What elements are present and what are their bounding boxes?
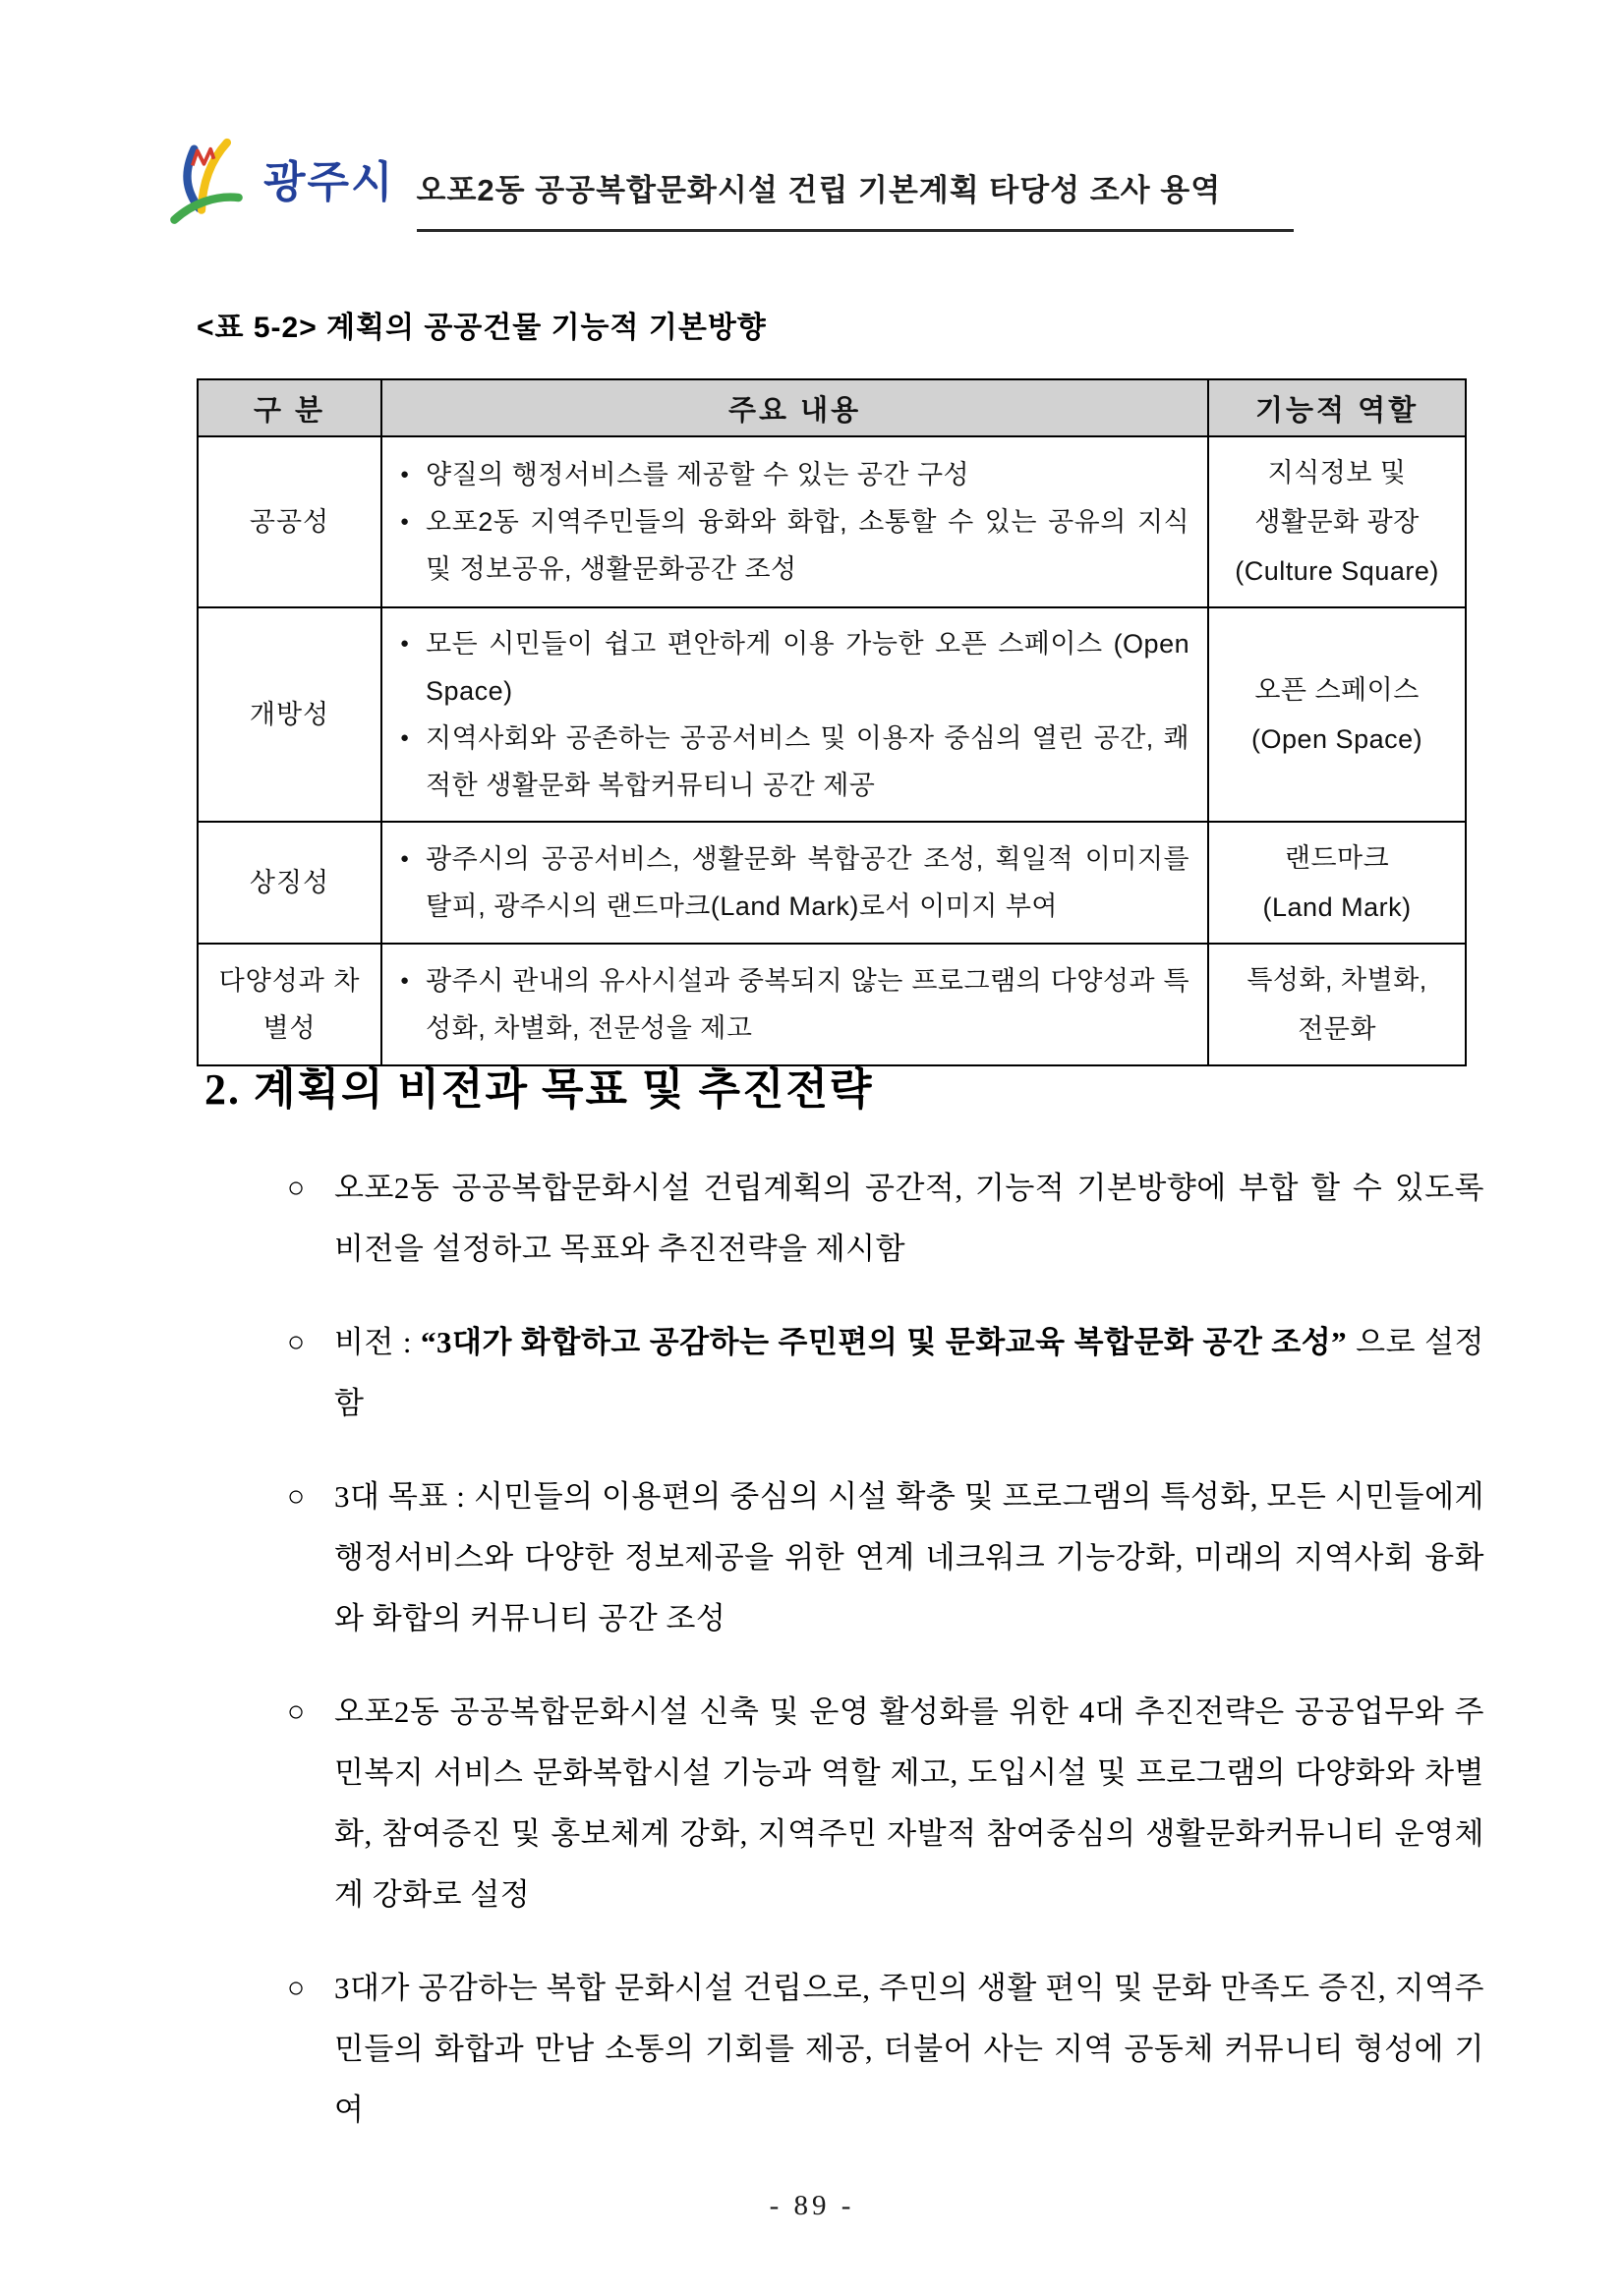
table-row bbox=[198, 822, 1466, 944]
role-line: 랜드마크 bbox=[1284, 843, 1390, 873]
table-bullet bbox=[396, 957, 1189, 1052]
column-header-category: 구 분 bbox=[198, 379, 381, 436]
section-bullet bbox=[287, 1958, 1484, 2141]
role-line: (Open Space) bbox=[1251, 724, 1423, 754]
content-cell bbox=[381, 944, 1208, 1065]
column-header-functional-role: 기능적 역할 bbox=[1208, 379, 1466, 436]
role-line: (Culture Square) bbox=[1235, 556, 1439, 586]
bullet-text: 지역사회와 공존하는 공공서비스 및 이용자 중심의 열린 공간, 쾌적한 생활문화 복합커뮤티니 공간 제공 bbox=[426, 723, 1190, 800]
vision-prefix: 비전 : bbox=[334, 1325, 422, 1359]
page-number: - 89 - bbox=[769, 2190, 855, 2221]
bullet-paragraph: 3대가 공감하는 복합 문화시설 건립으로, 주민의 생활 편익 및 문화 만족도 증진, 지역주민들의 화합과 만남 소통의 기회를 제공, 더불어 사는 지역 공동체 커뮤니티 형성에 기여 bbox=[334, 1971, 1484, 2127]
section-bullet bbox=[287, 1682, 1484, 1925]
role-cell bbox=[1208, 607, 1466, 822]
section-heading: 2. 계획의 비전과 목표 및 추진전략 bbox=[204, 1065, 874, 1114]
functional-direction-table bbox=[197, 378, 1467, 1066]
content-cell bbox=[381, 822, 1208, 944]
bullet-paragraph: 3대 목표 : 시민들의 이용편의 중심의 시설 확충 및 프로그램의 특성화, 모든 시민들에게 행정서비스와 다양한 정보제공을 위한 연계 네크워크 기능강화, 미래의 지역사회 융화와 화합의 커뮤니티 공간 조성 bbox=[334, 1479, 1484, 1636]
table-body bbox=[198, 436, 1466, 1065]
bullet-paragraph bbox=[334, 1312, 1484, 1434]
table-head bbox=[198, 379, 1466, 436]
category-cell: 상징성 bbox=[198, 822, 381, 944]
section-bullet-list bbox=[287, 1158, 1484, 2173]
table-row bbox=[198, 944, 1466, 1065]
role-cell bbox=[1208, 944, 1466, 1065]
role-line: 전문화 bbox=[1298, 1014, 1376, 1044]
bullet-text: 오포2동 지역주민들의 융화와 화합, 소통할 수 있는 공유의 지식 및 정보공유, 생활문화공간 조성 bbox=[426, 507, 1190, 584]
bullet-text: 광주시의 공공서비스, 생활문화 복합공간 조성, 획일적 이미지를 탈피, 광주시의 랜드마크(Land Mark)로서 이미지 부여 bbox=[426, 844, 1190, 921]
category-cell: 개방성 bbox=[198, 607, 381, 822]
header-title-underline bbox=[417, 138, 1294, 232]
content-cell bbox=[381, 607, 1208, 822]
table-bullet bbox=[396, 620, 1189, 715]
page-header bbox=[155, 138, 1473, 232]
vision-statement: “3대가 화합하고 공감하는 주민편의 및 문화교육 복합문화 공간 조성” bbox=[421, 1325, 1348, 1359]
bullet-dot-icon: ● bbox=[400, 850, 410, 867]
bullet-dot-icon: ● bbox=[400, 635, 410, 652]
table-bullet bbox=[396, 451, 1189, 498]
gwangju-city-logo bbox=[155, 138, 395, 228]
column-header-main-content: 주요 내용 bbox=[381, 379, 1208, 436]
category-cell: 다양성과 차별성 bbox=[198, 944, 381, 1065]
logo-text: 광주시 bbox=[263, 158, 395, 206]
bullet-text: 양질의 행정서비스를 제공할 수 있는 공간 구성 bbox=[426, 460, 970, 489]
bullet-dot-icon: ● bbox=[400, 466, 410, 483]
circle-bullet-icon: ○ bbox=[287, 1172, 306, 1204]
bullet-text: 광주시 관내의 유사시설과 중복되지 않는 프로그램의 다양성과 특성화, 차별화, 전문성을 제고 bbox=[426, 966, 1190, 1043]
role-cell bbox=[1208, 436, 1466, 607]
report-title: 오포2동 공공복합문화시설 건립 기본계획 타당성 조사 용역 bbox=[416, 173, 1222, 207]
table-bullet bbox=[396, 835, 1189, 930]
table-header-row bbox=[198, 379, 1466, 436]
bullet-paragraph: 오포2동 공공복합문화시설 건립계획의 공간적, 기능적 기본방향에 부합 할 수 있도록 비전을 설정하고 목표와 추진전략을 제시함 bbox=[334, 1171, 1484, 1266]
circle-bullet-icon: ○ bbox=[287, 1480, 306, 1513]
gwangju-logo-icon bbox=[155, 138, 258, 228]
table-row bbox=[198, 607, 1466, 822]
bullet-dot-icon: ● bbox=[400, 972, 410, 989]
bullet-paragraph: 오포2동 공공복합문화시설 신축 및 운영 활성화를 위한 4대 추진전략은 공공업무와 주민복지 서비스 문화복합시설 기능과 역할 제고, 도입시설 및 프로그램의 다양화와 차별화, 참여증진 및 홍보체계 강화, 지역주민 자발적 참여중심의 생활문화커뮤니티 운영체계 강화로 설정 bbox=[334, 1694, 1484, 1912]
role-cell bbox=[1208, 822, 1466, 944]
bullet-dot-icon: ● bbox=[400, 729, 410, 746]
table-bullet bbox=[396, 715, 1189, 809]
bullet-dot-icon: ● bbox=[400, 513, 410, 530]
role-line: 특성화, 차별화, bbox=[1247, 965, 1427, 995]
circle-bullet-icon: ○ bbox=[287, 1326, 306, 1358]
table-bullet bbox=[396, 498, 1189, 593]
role-line: 지식정보 및 bbox=[1267, 458, 1407, 488]
section-bullet bbox=[287, 1158, 1484, 1280]
bullet-text: 모든 시민들이 쉽고 편안하게 이용 가능한 오픈 스페이스 (Open Space) bbox=[426, 629, 1190, 706]
table-caption: <표 5-2> 계획의 공공건물 기능적 기본방향 bbox=[197, 312, 767, 344]
role-line: 오픈 스페이스 bbox=[1254, 675, 1420, 705]
role-line: (Land Mark) bbox=[1262, 892, 1412, 922]
table-row bbox=[198, 436, 1466, 607]
vision-suffix: 으로 설정함 bbox=[334, 1325, 1484, 1420]
circle-bullet-icon: ○ bbox=[287, 1972, 306, 2004]
circle-bullet-icon: ○ bbox=[287, 1695, 306, 1728]
role-line: 생활문화 광장 bbox=[1254, 507, 1420, 537]
section-bullet bbox=[287, 1312, 1484, 1434]
category-cell: 공공성 bbox=[198, 436, 381, 607]
section-bullet bbox=[287, 1466, 1484, 1649]
content-cell bbox=[381, 436, 1208, 607]
